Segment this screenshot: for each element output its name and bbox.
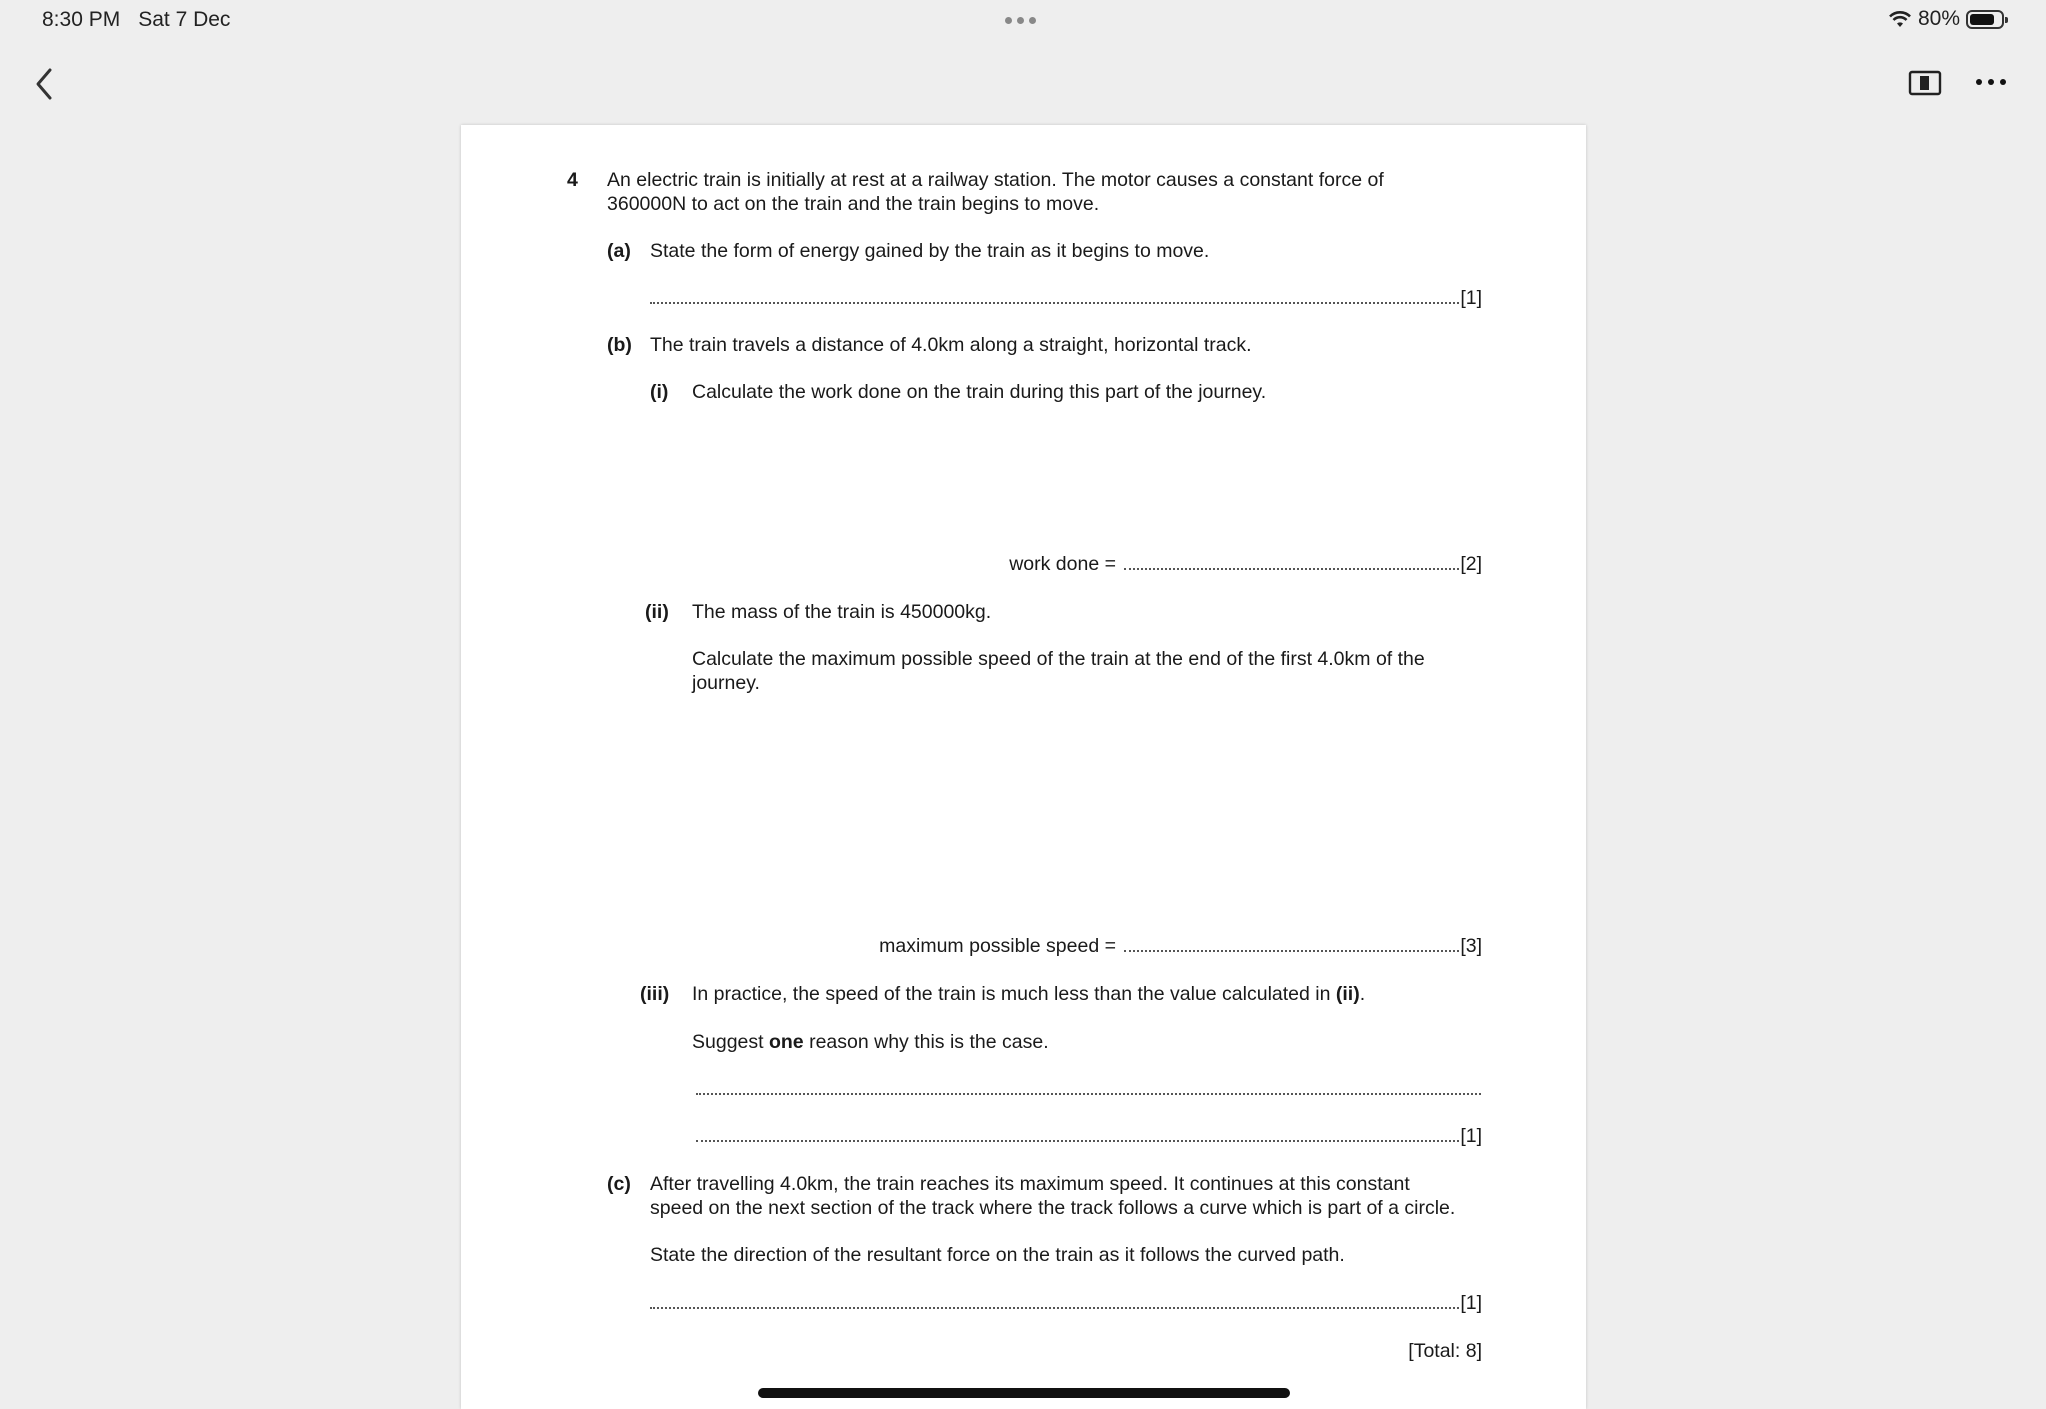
multitasking-dots-icon[interactable] xyxy=(1005,17,1036,24)
status-time: 8:30 PM xyxy=(42,8,121,31)
part-bii-text: The mass of the train is 450000kg. xyxy=(692,601,992,623)
part-c-line2: speed on the next section of the track where the track follows a curve which is part of a circle. xyxy=(650,1197,1456,1219)
part-biii-marks: [1] xyxy=(1460,1125,1482,1147)
max-speed-answer-line[interactable] xyxy=(1124,934,1482,958)
work-done-answer-line[interactable] xyxy=(1124,552,1482,576)
part-bi-text: Calculate the work done on the train during this part of the journey. xyxy=(692,381,1267,403)
part-biii-label: (iii) xyxy=(640,983,670,1005)
part-c-instruction: State the direction of the resultant force on the train as it follows the curved path. xyxy=(650,1244,1345,1266)
part-a-text: State the form of energy gained by the train as it begins to move. xyxy=(650,240,1210,262)
question-intro-line1: An electric train is initially at rest at a railway station. The motor causes a constant force of xyxy=(607,169,1384,191)
part-c-line1: After travelling 4.0km, the train reaches its maximum speed. It continues at this constant xyxy=(650,1173,1410,1195)
part-bii-instruction-line1: Calculate the maximum possible speed of the train at the end of the first 4.0km of the xyxy=(692,648,1425,670)
part-b-label: (b) xyxy=(607,334,632,356)
part-c-marks: [1] xyxy=(1460,1292,1482,1314)
question-number: 4 xyxy=(567,169,578,191)
part-biii-answer-line-1[interactable] xyxy=(696,1077,1482,1101)
part-bi-label: (i) xyxy=(650,381,669,403)
part-a-label: (a) xyxy=(607,240,631,262)
status-time-date xyxy=(42,8,230,32)
status-date: Sat 7 Dec xyxy=(138,8,231,31)
part-bii-instruction-line2: journey. xyxy=(692,672,760,694)
max-speed-label: maximum possible speed = xyxy=(879,935,1116,957)
part-biii-answer-line-2[interactable] xyxy=(696,1124,1482,1148)
part-a-answer-line[interactable] xyxy=(650,286,1482,310)
battery-icon xyxy=(1966,10,2004,29)
more-options-icon[interactable] xyxy=(1976,72,2014,92)
part-c-label: (c) xyxy=(607,1173,631,1195)
home-indicator[interactable] xyxy=(758,1388,1290,1398)
battery-percent: 80% xyxy=(1917,7,1960,30)
status-right xyxy=(1888,7,2004,31)
part-biii-suggest: Suggest one reason why this is the case. xyxy=(692,1031,1049,1053)
total-marks: [Total: 8] xyxy=(1408,1340,1482,1362)
wifi-icon xyxy=(1888,10,1912,28)
part-bi-marks: [2] xyxy=(1460,553,1482,575)
part-b-text: The train travels a distance of 4.0km along a straight, horizontal track. xyxy=(650,334,1252,356)
back-chevron-icon[interactable] xyxy=(30,66,60,102)
part-bii-label: (ii) xyxy=(645,601,669,623)
question-intro-line2: 360000N to act on the train and the train begins to move. xyxy=(607,193,1100,215)
part-a-marks: [1] xyxy=(1460,287,1482,309)
part-c-answer-line[interactable] xyxy=(650,1291,1482,1315)
part-biii-text: In practice, the speed of the train is much less than the value calculated in (ii). xyxy=(692,983,1366,1005)
document-page xyxy=(461,125,1586,1409)
part-bii-marks: [3] xyxy=(1460,935,1482,957)
work-done-label: work done = xyxy=(1009,553,1116,575)
sidebar-toggle-icon[interactable] xyxy=(1908,68,1942,98)
status-bar xyxy=(0,0,2046,40)
